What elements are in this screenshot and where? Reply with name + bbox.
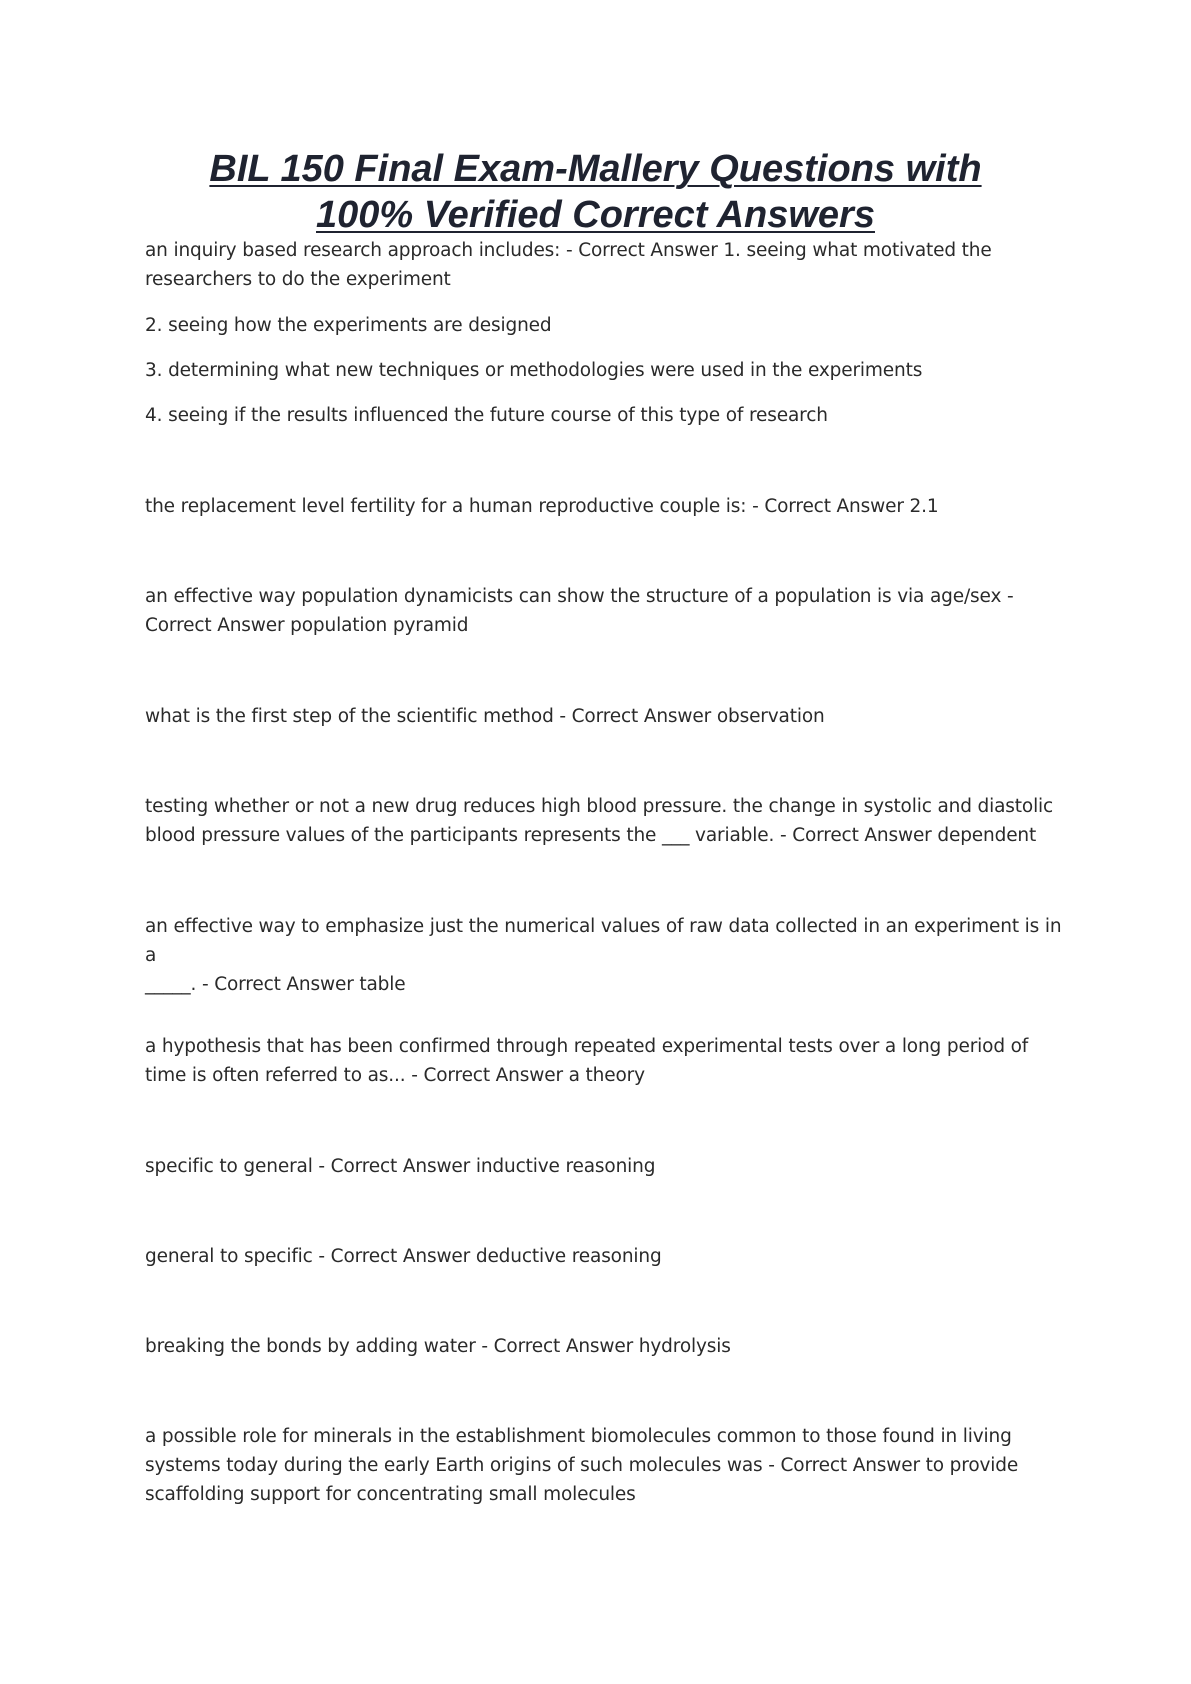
qa-line: an effective way to emphasize just the numerical values of raw data collected in an experiment is in a (145, 916, 1068, 966)
document-title (100, 146, 1091, 238)
intro-line-1: an inquiry based research approach includes: - Correct Answer 1. seeing what motivated the (145, 240, 992, 261)
qa-item (145, 1152, 1065, 1181)
title-line-2: 100% Verified Correct Answers (316, 194, 875, 236)
qa-line: the replacement level fertility for a human reproductive couple is: - Correct Answer 2.1 (145, 496, 939, 517)
qa-item (145, 1242, 1065, 1271)
intro-question (145, 236, 1065, 294)
qa-item (145, 702, 1065, 731)
intro-line-2: researchers to do the experiment (145, 269, 451, 290)
qa-item (145, 582, 1065, 640)
qa-line: _____. - Correct Answer table (145, 974, 406, 995)
qa-line: Correct Answer population pyramid (145, 615, 469, 636)
qa-line: a possible role for minerals in the establishment biomolecules common to those found in living (145, 1426, 1012, 1447)
list-item-text: 3. determining what new techniques or methodologies were used in the experiments (145, 360, 923, 381)
title-line-1: BIL 150 Final Exam-Mallery Questions with (209, 148, 982, 190)
qa-item (145, 1422, 1065, 1509)
list-item-text: 4. seeing if the results influenced the future course of this type of research (145, 405, 828, 426)
qa-line: what is the first step of the scientific method - Correct Answer observation (145, 706, 825, 727)
qa-line: specific to general - Correct Answer inductive reasoning (145, 1156, 656, 1177)
qa-item (145, 492, 1065, 521)
qa-line: an effective way population dynamicists can show the structure of a population is via age/sex - (145, 586, 1014, 607)
list-item (145, 356, 1065, 385)
qa-line: a hypothesis that has been confirmed through repeated experimental tests over a long period of (145, 1036, 1029, 1057)
qa-line: systems today during the early Earth origins of such molecules was - Correct Answer to provide (145, 1455, 1019, 1476)
qa-line: time is often referred to as... - Correct Answer a theory (145, 1065, 645, 1086)
qa-line: testing whether or not a new drug reduces high blood pressure. the change in systolic and diastolic (145, 796, 1054, 817)
list-item (145, 311, 1065, 340)
qa-line: general to specific - Correct Answer deductive reasoning (145, 1246, 662, 1267)
qa-item (145, 1332, 1065, 1361)
qa-item (145, 912, 1068, 999)
list-item (145, 401, 1065, 430)
qa-item (145, 792, 1065, 850)
qa-line: scaffolding support for concentrating small molecules (145, 1484, 636, 1505)
qa-line: breaking the bonds by adding water - Correct Answer hydrolysis (145, 1336, 731, 1357)
list-item-text: 2. seeing how the experiments are designed (145, 315, 552, 336)
qa-line: blood pressure values of the participants represents the ___ variable. - Correct Answer dependent (145, 825, 1037, 846)
qa-item (145, 1032, 1065, 1090)
